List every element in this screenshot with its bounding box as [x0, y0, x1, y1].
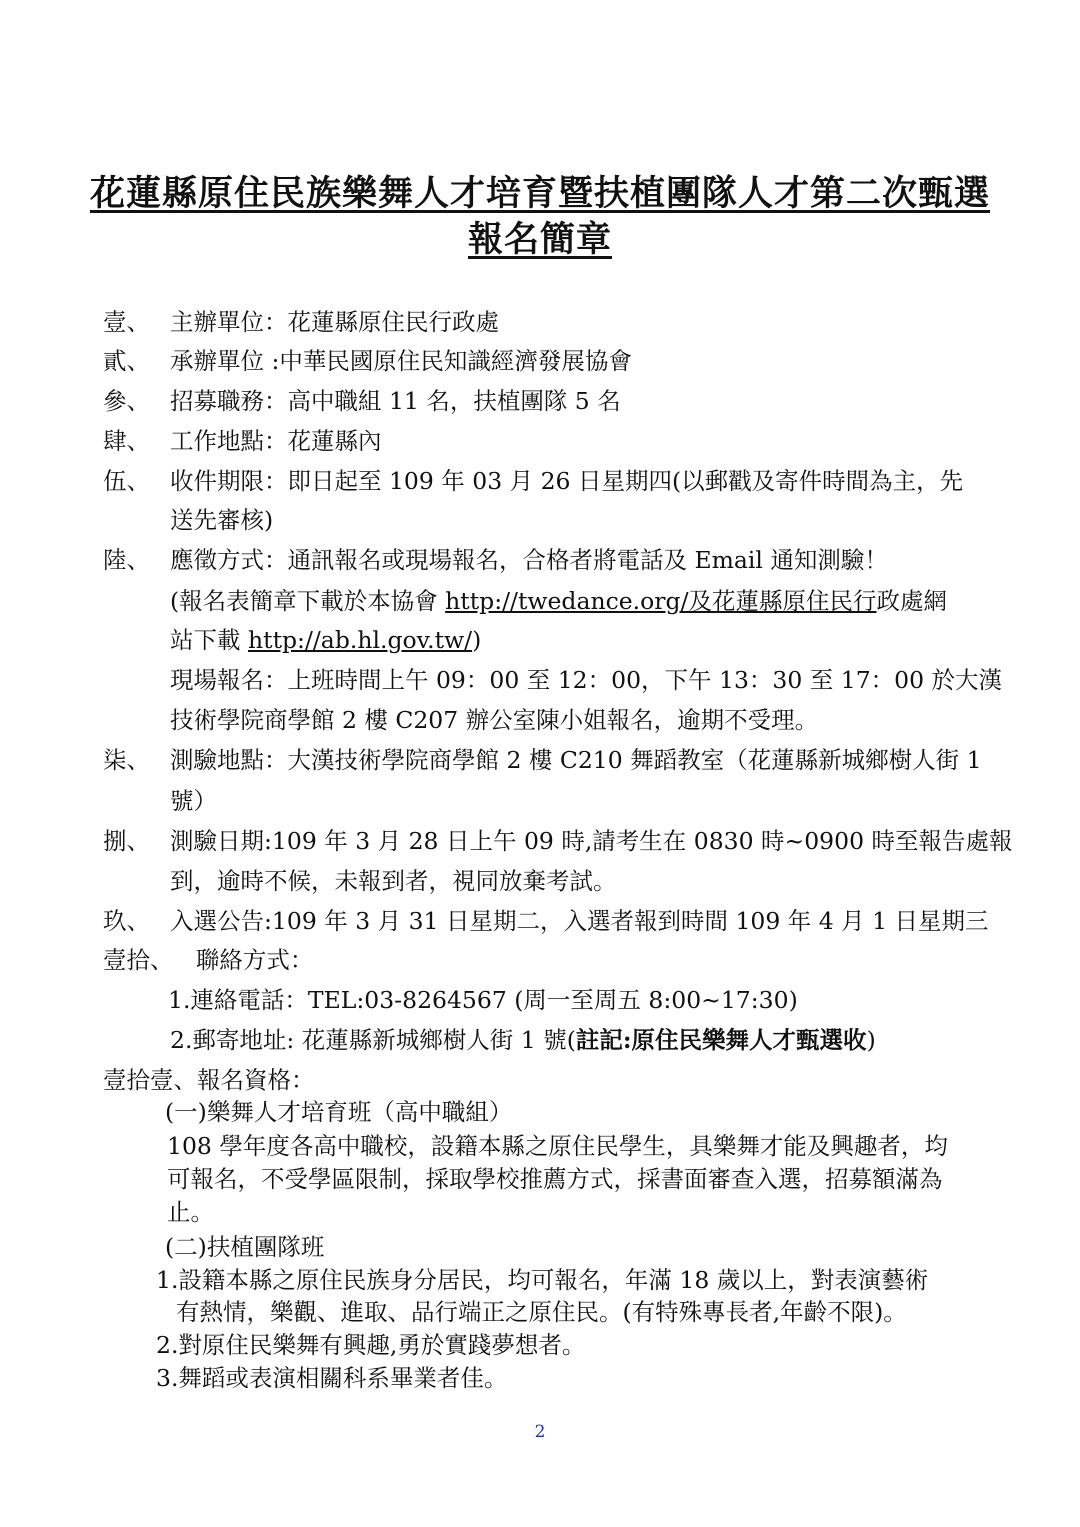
section-1-text: 主辦單位：花蓮縣原住民行政處	[170, 308, 499, 336]
section-6-line-1: 應徵方式：通訊報名或現場報名，合格者將電話及 Email 通知測驗！	[170, 546, 888, 574]
contact-address-text: 2.郵寄地址: 花蓮縣新城鄉樹人街 1 號(	[170, 1026, 576, 1054]
page-number: 2	[534, 1422, 546, 1442]
section-6-line-2-suffix: 政處網	[876, 587, 947, 615]
section-7-line-2: 號）	[170, 787, 217, 815]
section-9-number: 玖、	[103, 907, 150, 935]
sub-2-item-1-line-1: 1.設籍本縣之原住民族身分居民，均可報名，年滿 18 歲以上，對表演藝術	[156, 1266, 929, 1294]
sub-2-item-1-line-2: 有熱情，樂觀、進取、品行端正之原住民。(有特殊專長者,年齡不限)。	[176, 1298, 907, 1326]
section-10-heading: 壹拾、 聯絡方式：	[103, 946, 314, 974]
contact-address-note: 註記:原住民樂舞人才甄選收	[575, 1026, 867, 1054]
section-6-line-2-prefix: (報名表簡章下載於本協會	[170, 587, 446, 615]
section-8-number: 捌、	[103, 827, 150, 855]
section-3-text: 招募職務：高中職組 11 名，扶植團隊 5 名	[170, 387, 621, 415]
section-2-number: 貳、	[103, 347, 150, 375]
contact-phone: 1.連絡電話：TEL:03-8264567 (周一至周五 8:00~17:30)	[168, 986, 798, 1014]
section-6-number: 陸、	[103, 546, 150, 574]
sub-2-title: (二)扶植團隊班	[165, 1233, 325, 1261]
section-6-line-2	[170, 586, 1005, 616]
section-2-text: 承辦單位 :中華民國原住民知識經濟發展協會	[170, 347, 632, 375]
contact-address	[170, 1025, 876, 1055]
section-11-heading: 壹拾壹、報名資格：	[103, 1066, 315, 1094]
sub-2-item-2: 2.對原住民樂舞有興趣,勇於實踐夢想者。	[156, 1331, 586, 1359]
sub-1-line-3: 止。	[167, 1198, 214, 1226]
section-7-line-1: 測驗地點：大漢技術學院商學館 2 樓 C210 舞蹈教室（花蓮縣新城鄉樹人街 1	[170, 746, 982, 774]
section-6-line-5: 技術學院商學館 2 樓 C207 辦公室陳小姐報名，逾期不受理。	[170, 706, 819, 734]
ab-hl-gov-link[interactable]: http://ab.hl.gov.tw/	[247, 626, 473, 654]
sub-2-item-3: 3.舞蹈或表演相關科系畢業者佳。	[156, 1364, 508, 1392]
section-1-number: 壹、	[103, 308, 150, 336]
section-8-line-1: 測驗日期:109 年 3 月 28 日上午 09 時,請考生在 0830 時~0900 時至報告處報	[170, 827, 1013, 855]
section-6-line-3-suffix: )	[472, 626, 482, 654]
sub-1-title: (一)樂舞人才培育班（高中職組）	[165, 1098, 513, 1126]
section-6-line-3-prefix: 站下載	[170, 626, 248, 654]
section-9-text: 入選公告:109 年 3 月 31 日星期二，入選者報到時間 109 年 4 月 1 日星期三	[170, 907, 989, 935]
section-5-line-1: 收件期限：即日起至 109 年 03 月 26 日星期四(以郵戳及寄件時間為主，先	[170, 467, 964, 495]
section-5-number: 伍、	[103, 467, 150, 495]
section-4-text: 工作地點：花蓮縣內	[170, 427, 382, 455]
section-4-number: 肆、	[103, 427, 150, 455]
twedance-link[interactable]: http://twedance.org/及花蓮縣原住民行	[445, 587, 877, 615]
document-subtitle: 報名簡章	[467, 219, 612, 260]
section-5-line-2: 送先審核)	[170, 506, 274, 534]
sub-1-line-1: 108 學年度各高中職校，設籍本縣之原住民學生，具樂舞才能及興趣者，均	[167, 1132, 948, 1160]
section-8-line-2: 到，逾時不候，未報到者，視同放棄考試。	[170, 867, 617, 895]
document-title: 花蓮縣原住民族樂舞人才培育暨扶植團隊人才第二次甄選	[89, 173, 990, 214]
section-6-line-4: 現場報名：上班時間上午 09：00 至 12：00，下午 13：30 至 17：00 於大漢	[170, 666, 1003, 694]
contact-address-close: )	[866, 1026, 876, 1054]
sub-1-line-2: 可報名，不受學區限制，採取學校推薦方式，採書面審查入選，招募額滿為	[167, 1165, 943, 1193]
section-6-line-3	[170, 625, 1005, 655]
section-3-number: 參、	[103, 387, 150, 415]
section-7-number: 柒、	[103, 746, 150, 774]
